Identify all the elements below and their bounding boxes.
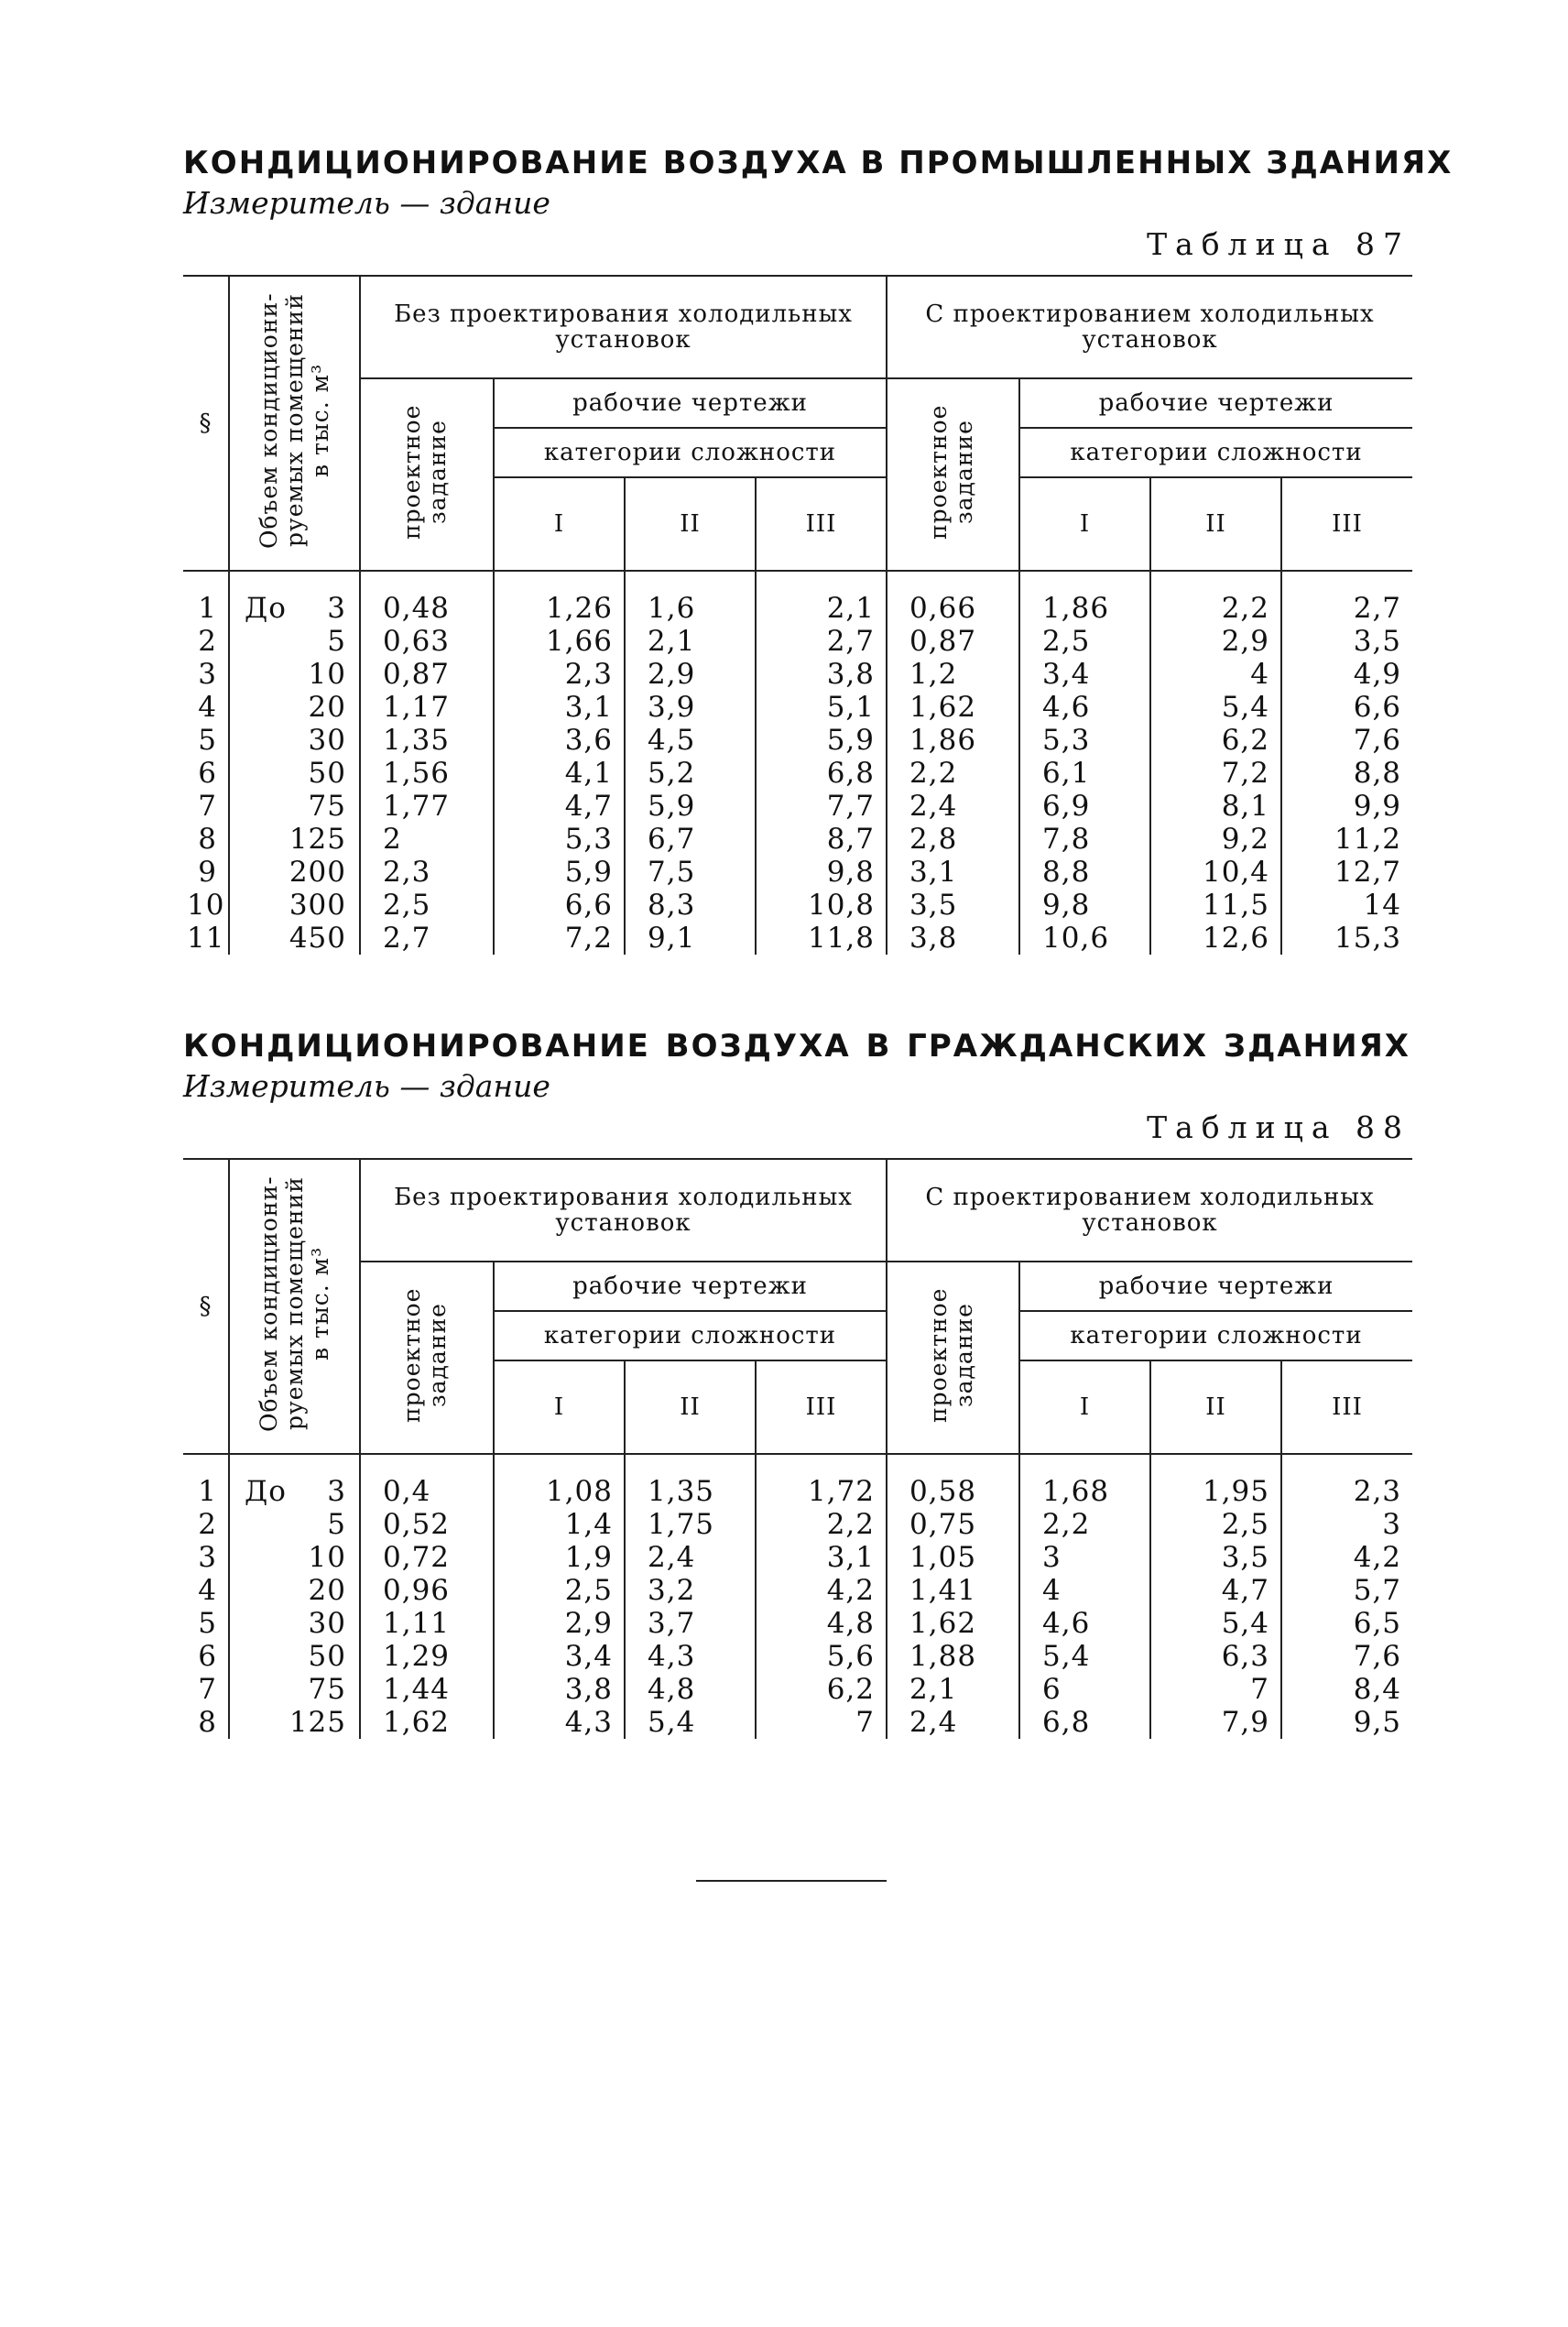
cell-drawing-cat-1-refrig: 6 [1019,1673,1150,1706]
cell-section-number: 5 [198,1607,217,1640]
cell-drawing-cat-2: 9,1 [625,922,756,955]
cell-drawing-cat-3-refrig: 9,9 [1281,790,1412,823]
cell-drawing-cat-2: 1,75 [625,1508,756,1541]
cell-project-task: 0,63 [360,625,494,658]
header-working-drawings: рабочие чертежи [494,1262,887,1311]
header-project-task: проектное задание [360,378,494,571]
cell-drawing-cat-1-refrig: 5,4 [1019,1640,1150,1673]
cell-volume: 50 [229,1640,360,1673]
cell-drawing-cat-2: 1,6 [625,571,756,625]
header-category-2: II [1150,477,1281,571]
cell-drawing-cat-2: 5,2 [625,757,756,790]
cell-drawing-cat-3: 11,8 [756,922,887,955]
cell-drawing-cat-2-refrig: 12,6 [1150,922,1281,955]
volume-prefix: До [245,592,287,625]
cell-section-number: 8 [198,823,217,856]
cell-project-task: 1,77 [360,790,494,823]
cell-drawing-cat-3-refrig: 2,7 [1281,571,1412,625]
cell-drawing-cat-2-refrig: 6,3 [1150,1640,1281,1673]
cell-drawing-cat-3: 2,2 [756,1508,887,1541]
cell-drawing-cat-3-refrig: 8,4 [1281,1673,1412,1706]
cell-drawing-cat-2: 2,9 [625,658,756,691]
cell-drawing-cat-3: 5,9 [756,724,887,757]
cell-section-number: 3 [198,1541,217,1574]
cell-volume: 10 [229,658,360,691]
table-row [183,1454,1412,1508]
cell-drawing-cat-1: 1,4 [494,1508,625,1541]
cell-drawing-cat-2: 2,4 [625,1541,756,1574]
cell-volume: 30 [229,724,360,757]
cell-drawing-cat-2-refrig: 4 [1150,658,1281,691]
header-project-task: проектное задание [360,1262,494,1454]
cell-drawing-cat-2-refrig: 7 [1150,1673,1281,1706]
header-category-2: II [625,477,756,571]
cell-drawing-cat-2-refrig: 8,1 [1150,790,1281,823]
cell-project-task: 0,87 [360,658,494,691]
cell-drawing-cat-1-refrig: 8,8 [1019,856,1150,889]
cell-drawing-cat-3: 6,8 [756,757,887,790]
cell-drawing-cat-2-refrig: 2,2 [1150,571,1281,625]
cell-drawing-cat-1: 1,66 [494,625,625,658]
measure-unit: Измеритель — здание [183,185,550,221]
cell-drawing-cat-1-refrig: 6,8 [1019,1706,1150,1739]
cell-drawing-cat-3: 7,7 [756,790,887,823]
cell-project-task: 0,52 [360,1508,494,1541]
header-project-task: проектное задание [887,378,1019,571]
cell-drawing-cat-1: 2,3 [494,658,625,691]
cell-drawing-cat-3: 8,7 [756,823,887,856]
data-table [183,275,1412,955]
cell-drawing-cat-2: 1,35 [625,1454,756,1508]
cell-section-number: 5 [198,724,217,757]
cell-section-number: 7 [198,790,217,823]
cell-project-task-refrig: 0,58 [887,1454,1019,1508]
cell-drawing-cat-3-refrig: 2,3 [1281,1454,1412,1508]
cell-drawing-cat-2-refrig: 10,4 [1150,856,1281,889]
cell-section-number: 6 [198,757,217,790]
cell-drawing-cat-3: 3,1 [756,1541,887,1574]
table-row [183,856,1412,889]
cell-drawing-cat-3: 2,7 [756,625,887,658]
cell-drawing-cat-3-refrig: 3,5 [1281,625,1412,658]
cell-project-task-refrig: 1,62 [887,1607,1019,1640]
header-without-refrigeration: Без проектирования холодильных установок [360,276,887,378]
cell-drawing-cat-2: 2,1 [625,625,756,658]
cell-section-number: 4 [198,1574,217,1607]
cell-drawing-cat-1-refrig: 6,1 [1019,757,1150,790]
table-row [183,625,1412,658]
cell-drawing-cat-3: 2,1 [756,571,887,625]
cell-project-task-refrig: 2,8 [887,823,1019,856]
header-complexity-categories: категории сложности [494,1311,887,1360]
cell-drawing-cat-2-refrig: 7,2 [1150,757,1281,790]
cell-drawing-cat-3-refrig: 11,2 [1281,823,1412,856]
data-table [183,1158,1412,1739]
cell-drawing-cat-1: 3,8 [494,1673,625,1706]
cell-drawing-cat-1-refrig: 7,8 [1019,823,1150,856]
cell-project-task: 2,5 [360,889,494,922]
cell-drawing-cat-1: 6,6 [494,889,625,922]
cell-drawing-cat-3: 5,1 [756,691,887,724]
cell-drawing-cat-2: 3,9 [625,691,756,724]
header-category-1: I [1019,477,1150,571]
cell-volume: 450 [229,922,360,955]
cell-drawing-cat-3: 10,8 [756,889,887,922]
table-row [183,1508,1412,1541]
cell-project-task-refrig: 3,1 [887,856,1019,889]
cell-drawing-cat-2-refrig: 3,5 [1150,1541,1281,1574]
cell-project-task-refrig: 1,41 [887,1574,1019,1607]
footer-rule [696,1880,887,1882]
header-with-refrigeration: С проектированием холодильных установок [887,1159,1412,1262]
header-working-drawings: рабочие чертежи [1019,1262,1412,1311]
header-without-refrigeration: Без проектирования холодильных установок [360,1159,887,1262]
table-row [183,1541,1412,1574]
table-87-section [183,145,1454,955]
cell-project-task-refrig: 1,2 [887,658,1019,691]
table-row [183,790,1412,823]
cell-volume [229,1454,360,1508]
cell-project-task-refrig: 0,66 [887,571,1019,625]
volume-value: 3 [327,592,346,625]
table-row [183,757,1412,790]
table-row [183,1673,1412,1706]
table-row [183,691,1412,724]
cell-drawing-cat-1: 4,3 [494,1706,625,1739]
cell-drawing-cat-1-refrig: 6,9 [1019,790,1150,823]
cell-volume: 125 [229,1706,360,1739]
cell-project-task-refrig: 2,4 [887,790,1019,823]
cell-volume: 5 [229,1508,360,1541]
cell-volume: 75 [229,1673,360,1706]
cell-volume: 125 [229,823,360,856]
cell-drawing-cat-1-refrig: 4 [1019,1574,1150,1607]
cell-volume: 30 [229,1607,360,1640]
header-complexity-categories: категории сложности [1019,428,1412,477]
cell-drawing-cat-1-refrig: 10,6 [1019,922,1150,955]
table-row [183,724,1412,757]
cell-project-task: 0,4 [360,1454,494,1508]
table-label: Таблица 88 [1147,1109,1410,1145]
cell-project-task: 1,11 [360,1607,494,1640]
cell-drawing-cat-2-refrig: 11,5 [1150,889,1281,922]
table-row [183,922,1412,955]
cell-drawing-cat-2-refrig: 2,9 [1150,625,1281,658]
cell-drawing-cat-1: 3,4 [494,1640,625,1673]
cell-drawing-cat-2-refrig: 4,7 [1150,1574,1281,1607]
cell-drawing-cat-2-refrig: 6,2 [1150,724,1281,757]
cell-volume: 5 [229,625,360,658]
cell-drawing-cat-3-refrig: 4,2 [1281,1541,1412,1574]
cell-drawing-cat-2-refrig: 5,4 [1150,1607,1281,1640]
cell-project-task-refrig: 1,05 [887,1541,1019,1574]
cell-drawing-cat-3-refrig: 12,7 [1281,856,1412,889]
cell-drawing-cat-1: 4,7 [494,790,625,823]
cell-drawing-cat-1: 5,9 [494,856,625,889]
cell-project-task: 0,48 [360,571,494,625]
cell-project-task: 0,72 [360,1541,494,1574]
cell-drawing-cat-3: 1,72 [756,1454,887,1508]
cell-project-task: 1,17 [360,691,494,724]
cell-drawing-cat-3-refrig: 5,7 [1281,1574,1412,1607]
cell-section-number: 7 [198,1673,217,1706]
cell-drawing-cat-3: 4,8 [756,1607,887,1640]
header-category-3: III [1281,477,1412,571]
cell-drawing-cat-3-refrig: 8,8 [1281,757,1412,790]
cell-project-task-refrig: 0,75 [887,1508,1019,1541]
cell-project-task-refrig: 3,5 [887,889,1019,922]
cell-project-task: 2 [360,823,494,856]
cell-drawing-cat-2: 4,5 [625,724,756,757]
cell-section-number: 1 [198,592,217,625]
cell-drawing-cat-1: 1,08 [494,1454,625,1508]
cell-project-task-refrig: 3,8 [887,922,1019,955]
cell-drawing-cat-1-refrig: 1,86 [1019,571,1150,625]
cell-drawing-cat-1: 2,5 [494,1574,625,1607]
cell-drawing-cat-3: 4,2 [756,1574,887,1607]
cell-drawing-cat-1: 3,1 [494,691,625,724]
table-row [183,571,1412,625]
cell-drawing-cat-3-refrig: 15,3 [1281,922,1412,955]
header-complexity-categories: категории сложности [1019,1311,1412,1360]
cell-drawing-cat-2: 8,3 [625,889,756,922]
cell-project-task: 1,29 [360,1640,494,1673]
cell-project-task-refrig: 0,87 [887,625,1019,658]
cell-drawing-cat-1-refrig: 3,4 [1019,658,1150,691]
cell-drawing-cat-2: 3,2 [625,1574,756,1607]
cell-drawing-cat-1: 1,9 [494,1541,625,1574]
cell-section-number: 6 [198,1640,217,1673]
cell-drawing-cat-1: 4,1 [494,757,625,790]
cell-section-number: 9 [198,856,217,889]
cell-drawing-cat-1-refrig: 2,2 [1019,1508,1150,1541]
header-category-1: I [1019,1360,1150,1454]
cell-volume: 50 [229,757,360,790]
table-row [183,1574,1412,1607]
cell-drawing-cat-1-refrig: 4,6 [1019,1607,1150,1640]
cell-drawing-cat-2: 5,9 [625,790,756,823]
table-88-section [183,1028,1410,1739]
table-row [183,889,1412,922]
cell-volume: 10 [229,1541,360,1574]
header-category-2: II [1150,1360,1281,1454]
cell-volume: 200 [229,856,360,889]
header-category-3: III [1281,1360,1412,1454]
cell-drawing-cat-3: 9,8 [756,856,887,889]
cell-project-task-refrig: 1,86 [887,724,1019,757]
cell-project-task: 1,35 [360,724,494,757]
cell-drawing-cat-1-refrig: 5,3 [1019,724,1150,757]
cell-drawing-cat-1-refrig: 9,8 [1019,889,1150,922]
cell-drawing-cat-1-refrig: 2,5 [1019,625,1150,658]
cell-drawing-cat-1: 5,3 [494,823,625,856]
cell-drawing-cat-3-refrig: 4,9 [1281,658,1412,691]
cell-drawing-cat-2-refrig: 2,5 [1150,1508,1281,1541]
cell-volume: 300 [229,889,360,922]
cell-drawing-cat-1-refrig: 4,6 [1019,691,1150,724]
cell-volume [229,571,360,625]
cell-project-task: 1,56 [360,757,494,790]
cell-drawing-cat-3-refrig: 9,5 [1281,1706,1412,1739]
cell-section-number: 10 [187,889,225,922]
measure-unit: Измеритель — здание [183,1068,550,1104]
table-row [183,1640,1412,1673]
cell-drawing-cat-2-refrig: 7,9 [1150,1706,1281,1739]
cell-volume: 75 [229,790,360,823]
cell-section-number: 2 [198,625,217,658]
cell-project-task-refrig: 2,2 [887,757,1019,790]
volume-prefix: До [245,1475,287,1508]
cell-drawing-cat-2: 7,5 [625,856,756,889]
cell-section-number: 3 [198,658,217,691]
cell-volume: 20 [229,691,360,724]
cell-section-number: 4 [198,691,217,724]
cell-drawing-cat-2-refrig: 5,4 [1150,691,1281,724]
header-project-task: проектное задание [887,1262,1019,1454]
cell-drawing-cat-1: 2,9 [494,1607,625,1640]
cell-project-task: 2,7 [360,922,494,955]
table-row [183,1706,1412,1739]
cell-project-task: 1,44 [360,1673,494,1706]
cell-drawing-cat-1-refrig: 3 [1019,1541,1150,1574]
cell-project-task-refrig: 1,62 [887,691,1019,724]
cell-project-task: 0,96 [360,1574,494,1607]
cell-drawing-cat-3: 3,8 [756,658,887,691]
cell-project-task: 1,62 [360,1706,494,1739]
cell-section-number: 8 [198,1706,217,1739]
cell-drawing-cat-2-refrig: 1,95 [1150,1454,1281,1508]
cell-drawing-cat-1-refrig: 1,68 [1019,1454,1150,1508]
cell-section-number: 1 [198,1475,217,1508]
header-section: § [183,276,229,571]
cell-volume: 20 [229,1574,360,1607]
cell-project-task-refrig: 1,88 [887,1640,1019,1673]
header-with-refrigeration: С проектированием холодильных установок [887,276,1412,378]
cell-section-number: 11 [187,922,225,955]
header-volume: Объем кондициони-руемых помещений в тыс. м³ [229,276,360,571]
header-working-drawings: рабочие чертежи [1019,378,1412,428]
header-category-2: II [625,1360,756,1454]
cell-drawing-cat-3-refrig: 7,6 [1281,1640,1412,1673]
cell-drawing-cat-3: 5,6 [756,1640,887,1673]
cell-section-number: 2 [198,1508,217,1541]
cell-project-task-refrig: 2,4 [887,1706,1019,1739]
cell-drawing-cat-2-refrig: 9,2 [1150,823,1281,856]
header-category-1: I [494,477,625,571]
cell-drawing-cat-3-refrig: 6,6 [1281,691,1412,724]
cell-drawing-cat-3-refrig: 6,5 [1281,1607,1412,1640]
cell-drawing-cat-2: 6,7 [625,823,756,856]
header-category-1: I [494,1360,625,1454]
table-row [183,658,1412,691]
header-working-drawings: рабочие чертежи [494,378,887,428]
header-section: § [183,1159,229,1454]
header-category-3: III [756,1360,887,1454]
cell-drawing-cat-2: 4,3 [625,1640,756,1673]
cell-drawing-cat-3: 6,2 [756,1673,887,1706]
cell-project-task-refrig: 2,1 [887,1673,1019,1706]
cell-project-task: 2,3 [360,856,494,889]
cell-drawing-cat-3-refrig: 7,6 [1281,724,1412,757]
cell-drawing-cat-2: 5,4 [625,1706,756,1739]
volume-value: 3 [327,1475,346,1508]
cell-drawing-cat-1: 3,6 [494,724,625,757]
header-category-3: III [756,477,887,571]
cell-drawing-cat-2: 4,8 [625,1673,756,1706]
table-label: Таблица 87 [1147,226,1410,262]
cell-drawing-cat-3-refrig: 14 [1281,889,1412,922]
table-title: КОНДИЦИОНИРОВАНИЕ ВОЗДУХА В ГРАЖДАНСКИХ ЗДАНИЯХ [183,1028,1410,1065]
table-row [183,1607,1412,1640]
cell-drawing-cat-1: 7,2 [494,922,625,955]
cell-drawing-cat-1: 1,26 [494,571,625,625]
cell-drawing-cat-2: 3,7 [625,1607,756,1640]
header-volume: Объем кондициони-руемых помещений в тыс. м³ [229,1159,360,1454]
cell-drawing-cat-3: 7 [756,1706,887,1739]
header-complexity-categories: категории сложности [494,428,887,477]
table-title: КОНДИЦИОНИРОВАНИЕ ВОЗДУХА В ПРОМЫШЛЕННЫХ ЗДАНИЯХ [183,145,1454,181]
table-row [183,823,1412,856]
cell-drawing-cat-3-refrig: 3 [1281,1508,1412,1541]
